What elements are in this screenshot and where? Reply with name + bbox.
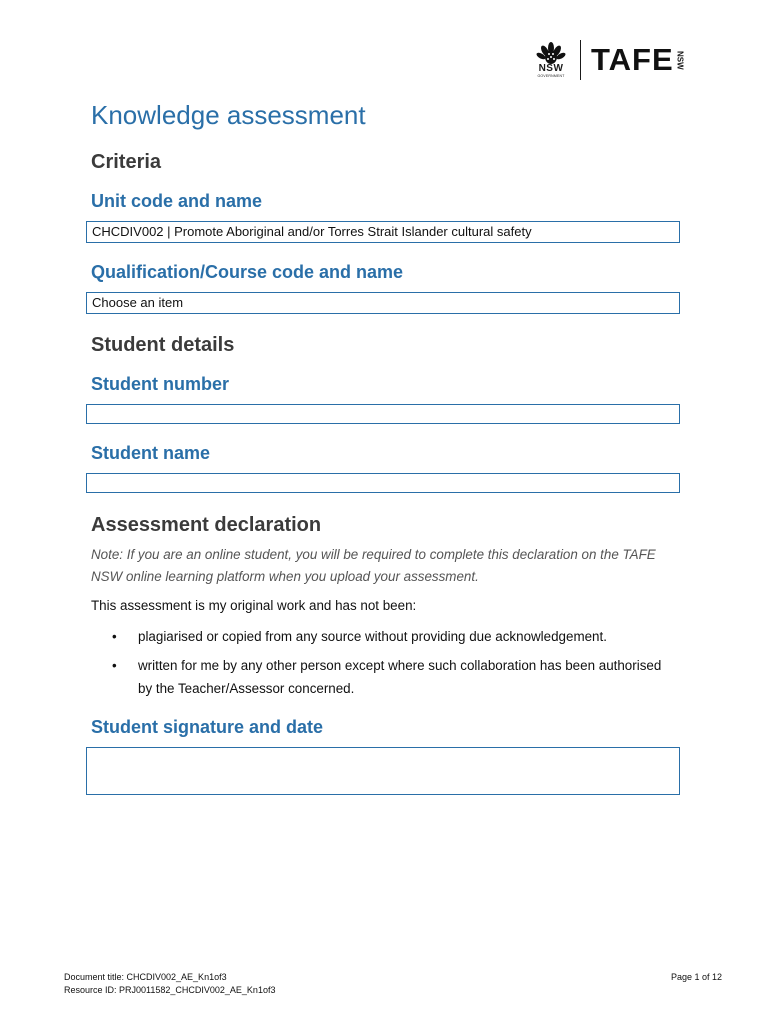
unit-code-field[interactable]: CHCDIV002 | Promote Aboriginal and/or Torres Strait Islander cultural safety: [86, 221, 680, 243]
tafe-nsw-logo: [532, 40, 684, 80]
student-number-label: Student number: [91, 374, 229, 394]
declaration-note: Note: If you are an online student, you will be required to complete this declaration on the TAFE NSW online learning platform when you upload your assessment.: [91, 547, 656, 584]
student-name-label: Student name: [91, 443, 211, 463]
signature-label: Student signature and date: [91, 717, 324, 737]
signature-field[interactable]: [86, 747, 680, 795]
bullet-icon: •: [112, 658, 117, 673]
footer: [64, 971, 275, 997]
footer-resource-id: Resource ID: PRJ0011582_CHCDIV002_AE_Kn1of3: [64, 985, 276, 995]
tafe-logo-text: TAFE: [591, 42, 674, 77]
page-number: Page 1 of 12: [670, 972, 722, 982]
bullet-text: written for me by any other person except where such collaboration has been authorised by the Teacher/Assessor concerned.: [138, 658, 662, 696]
assessment-declaration-heading: Assessment declaration: [91, 514, 322, 536]
student-details-heading: Student details: [91, 334, 235, 356]
nsw-logo-subtext: GOVERNMENT: [537, 74, 565, 78]
student-number-field[interactable]: [86, 404, 680, 424]
footer-document-title: Document title: CHCDIV002_AE_Kn1of3: [64, 972, 227, 982]
declaration-intro: This assessment is my original work and has not been:: [91, 598, 417, 613]
declaration-bullet: [112, 654, 672, 700]
page-title: Knowledge assessment: [91, 100, 366, 130]
qualification-label: Qualification/Course code and name: [91, 262, 404, 282]
student-name-field[interactable]: [86, 473, 680, 493]
logo-divider: [580, 40, 581, 80]
bullet-icon: •: [112, 629, 117, 644]
tafe-nsw-vertical-text: NSW: [675, 50, 685, 70]
nsw-logo-text: NSW: [538, 63, 564, 74]
bullet-text: plagiarised or copied from any source without providing due acknowledgement.: [138, 629, 607, 644]
nsw-government-logo: [532, 42, 570, 78]
unit-code-label: Unit code and name: [91, 191, 263, 211]
declaration-bullet: [112, 625, 672, 648]
qualification-dropdown[interactable]: Choose an item: [86, 292, 680, 314]
criteria-heading: Criteria: [91, 151, 162, 173]
